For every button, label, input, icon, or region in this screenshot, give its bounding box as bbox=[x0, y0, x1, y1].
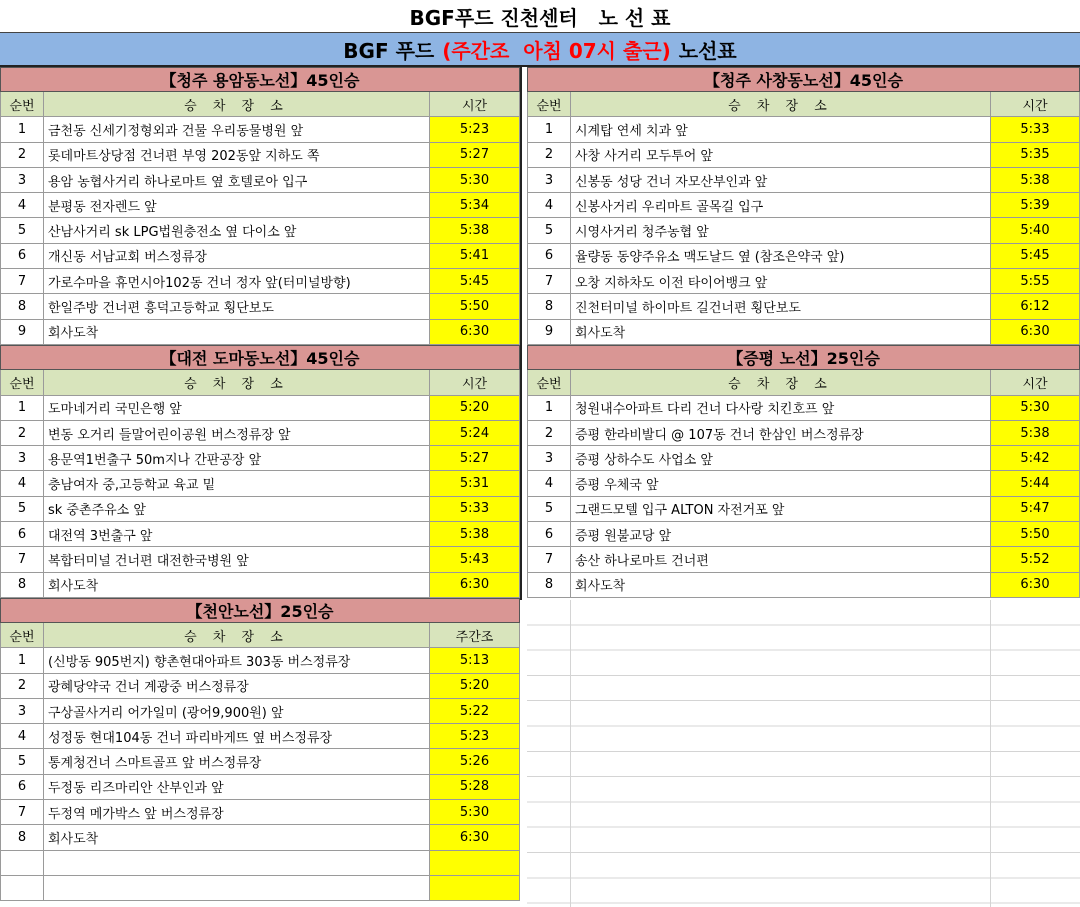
column-header-row bbox=[527, 92, 1080, 117]
stop-number: 6 bbox=[527, 522, 571, 546]
table-row bbox=[0, 269, 520, 294]
departure-time: 5:20 bbox=[430, 674, 520, 698]
stop-number: 1 bbox=[0, 396, 44, 420]
column-header-time: 시간 bbox=[991, 370, 1080, 394]
route-title: 【증평 노선】25인승 bbox=[527, 345, 1080, 370]
table-row bbox=[527, 143, 1080, 168]
stop-number: 8 bbox=[527, 573, 571, 597]
departure-time: 5:28 bbox=[430, 775, 520, 799]
stop-number: 3 bbox=[527, 446, 571, 470]
stop-number: 4 bbox=[527, 193, 571, 217]
stop-location: 회사도착 bbox=[44, 573, 430, 597]
stop-location: 증평 상하수도 사업소 앞 bbox=[571, 446, 991, 470]
stop-number: 7 bbox=[0, 800, 44, 824]
table-row bbox=[527, 320, 1080, 345]
table-row bbox=[527, 446, 1080, 471]
stop-number: 5 bbox=[527, 497, 571, 521]
table-row bbox=[0, 876, 520, 901]
column-header-time: 시간 bbox=[430, 92, 520, 116]
subtitle-shift-highlight: (주간조 아침 07시 출근) bbox=[442, 38, 671, 63]
stop-number bbox=[0, 851, 44, 875]
column-header-row bbox=[0, 92, 520, 117]
departure-time: 5:44 bbox=[991, 471, 1080, 495]
stop-location: (신방동 905번지) 향촌현대아파트 303동 버스정류장 bbox=[44, 648, 430, 672]
stop-location: 진천터미널 하이마트 길건너편 횡단보도 bbox=[571, 294, 991, 318]
departure-time: 5:30 bbox=[430, 800, 520, 824]
stop-location: 도마네거리 국민은행 앞 bbox=[44, 396, 430, 420]
stop-location: 송산 하나로마트 건너편 bbox=[571, 547, 991, 571]
route-block-jeungpyeong bbox=[527, 345, 1080, 598]
column-divider bbox=[520, 67, 527, 600]
departure-time: 5:40 bbox=[991, 218, 1080, 242]
route-block-cheonan bbox=[0, 598, 520, 901]
stop-number: 5 bbox=[0, 497, 44, 521]
table-row bbox=[0, 573, 520, 598]
departure-time: 5:38 bbox=[430, 218, 520, 242]
stop-number: 6 bbox=[0, 775, 44, 799]
column-header-no: 순번 bbox=[0, 623, 44, 647]
route-block-daejeon-doma bbox=[0, 345, 520, 598]
stop-location: 증평 원불교당 앞 bbox=[571, 522, 991, 546]
column-header-place: 승 차 장 소 bbox=[571, 92, 991, 116]
table-row bbox=[0, 724, 520, 749]
stop-location: 오창 지하차도 이전 타이어뱅크 앞 bbox=[571, 269, 991, 293]
stop-number: 4 bbox=[527, 471, 571, 495]
table-row bbox=[0, 851, 520, 876]
table-row bbox=[0, 471, 520, 496]
stop-number: 3 bbox=[0, 168, 44, 192]
page-title bbox=[0, 0, 1080, 33]
stop-location: 구상골사거리 어가일미 (광어9,900원) 앞 bbox=[44, 699, 430, 723]
departure-time: 5:41 bbox=[430, 244, 520, 268]
departure-time: 5:52 bbox=[991, 547, 1080, 571]
column-header-place: 승 차 장 소 bbox=[44, 370, 430, 394]
stop-number: 1 bbox=[0, 117, 44, 141]
stop-location: 증평 한라비발디 @ 107동 건너 한삼인 버스정류장 bbox=[571, 421, 991, 445]
stop-number: 7 bbox=[527, 269, 571, 293]
departure-time: 5:27 bbox=[430, 143, 520, 167]
column-header-place: 승 차 장 소 bbox=[571, 370, 991, 394]
route-title: 【청주 사창동노선】45인승 bbox=[527, 67, 1080, 92]
table-row bbox=[0, 800, 520, 825]
table-row bbox=[527, 193, 1080, 218]
departure-time: 5:50 bbox=[430, 294, 520, 318]
departure-time: 5:45 bbox=[991, 244, 1080, 268]
stop-location bbox=[44, 876, 430, 900]
column-header-time: 시간 bbox=[430, 370, 520, 394]
table-row bbox=[0, 294, 520, 319]
table-row bbox=[527, 522, 1080, 547]
column-header-no: 순번 bbox=[0, 370, 44, 394]
column-header-place: 승 차 장 소 bbox=[44, 623, 430, 647]
stop-location: 가로수마을 휴먼시아102동 건너 정자 앞(터미널방향) bbox=[44, 269, 430, 293]
stop-number: 2 bbox=[0, 674, 44, 698]
table-row bbox=[527, 421, 1080, 446]
table-row bbox=[0, 775, 520, 800]
page-title-text: BGF푸드 진천센터 노 선 표 bbox=[409, 5, 671, 30]
stop-location: 한일주방 건너편 흥덕고등학교 횡단보도 bbox=[44, 294, 430, 318]
table-row bbox=[0, 674, 520, 699]
stop-number: 9 bbox=[0, 320, 44, 344]
stop-location: 광혜당약국 건너 계광중 버스정류장 bbox=[44, 674, 430, 698]
stop-location: 산남사거리 sk LPG법원충전소 옆 다이소 앞 bbox=[44, 218, 430, 242]
stop-number: 2 bbox=[0, 421, 44, 445]
stop-location: 롯데마트상당점 건너편 부영 202동앞 지하도 쪽 bbox=[44, 143, 430, 167]
subtitle-suffix: 노선표 bbox=[678, 38, 737, 63]
stop-location: 성정동 현대104동 건너 파리바게뜨 옆 버스정류장 bbox=[44, 724, 430, 748]
departure-time: 5:31 bbox=[430, 471, 520, 495]
stop-location: 금천동 신세기정형외과 건물 우리동물병원 앞 bbox=[44, 117, 430, 141]
stop-number: 7 bbox=[0, 269, 44, 293]
stop-number: 1 bbox=[527, 117, 571, 141]
table-row bbox=[0, 218, 520, 243]
departure-time: 5:26 bbox=[430, 749, 520, 773]
stop-number: 5 bbox=[527, 218, 571, 242]
stop-location: 신봉동 성당 건너 자모산부인과 앞 bbox=[571, 168, 991, 192]
table-row bbox=[0, 648, 520, 673]
stop-number: 8 bbox=[0, 573, 44, 597]
schedule-subtitle bbox=[0, 33, 1080, 67]
table-row bbox=[527, 244, 1080, 269]
stop-location: 대전역 3번출구 앞 bbox=[44, 522, 430, 546]
stop-location: 두정동 리즈마리안 산부인과 앞 bbox=[44, 775, 430, 799]
table-row bbox=[0, 193, 520, 218]
departure-time: 5:55 bbox=[991, 269, 1080, 293]
stop-location: 분평동 전자렌드 앞 bbox=[44, 193, 430, 217]
route-title: 【천안노선】25인승 bbox=[0, 598, 520, 623]
route-title: 【청주 용암동노선】45인승 bbox=[0, 67, 520, 92]
stop-location: 증평 우체국 앞 bbox=[571, 471, 991, 495]
column-header-row bbox=[527, 370, 1080, 395]
table-row bbox=[0, 168, 520, 193]
stop-number bbox=[0, 876, 44, 900]
departure-time bbox=[430, 851, 520, 875]
departure-time: 6:12 bbox=[991, 294, 1080, 318]
stop-number: 6 bbox=[0, 522, 44, 546]
departure-time: 5:24 bbox=[430, 421, 520, 445]
departure-time: 5:33 bbox=[430, 497, 520, 521]
departure-time: 6:30 bbox=[430, 573, 520, 597]
stop-number: 5 bbox=[0, 749, 44, 773]
column-header-no: 순번 bbox=[527, 92, 571, 116]
stop-location: 신봉사거리 우리마트 골목길 입구 bbox=[571, 193, 991, 217]
stop-location: 사창 사거리 모두투어 앞 bbox=[571, 143, 991, 167]
table-row bbox=[0, 749, 520, 774]
departure-time: 6:30 bbox=[430, 825, 520, 849]
stop-location: 율량동 동양주유소 맥도날드 옆 (참조은약국 앞) bbox=[571, 244, 991, 268]
departure-time: 5:38 bbox=[991, 421, 1080, 445]
stop-location: 청원내수아파트 다리 건너 다사랑 치킨호프 앞 bbox=[571, 396, 991, 420]
stop-number: 4 bbox=[0, 471, 44, 495]
departure-time: 5:22 bbox=[430, 699, 520, 723]
empty-sheet-grid bbox=[527, 600, 1080, 907]
departure-time: 5:50 bbox=[991, 522, 1080, 546]
table-row bbox=[0, 699, 520, 724]
departure-time: 5:33 bbox=[991, 117, 1080, 141]
departure-time: 6:30 bbox=[991, 320, 1080, 344]
stop-number: 4 bbox=[0, 193, 44, 217]
column-header-place: 승 차 장 소 bbox=[44, 92, 430, 116]
departure-time: 5:43 bbox=[430, 547, 520, 571]
table-row bbox=[0, 143, 520, 168]
table-row bbox=[0, 547, 520, 572]
stop-location: 그랜드모텔 입구 ALTON 자전거포 앞 bbox=[571, 497, 991, 521]
departure-time bbox=[430, 876, 520, 900]
stop-number: 3 bbox=[0, 699, 44, 723]
stop-number: 3 bbox=[0, 446, 44, 470]
stop-number: 1 bbox=[0, 648, 44, 672]
stop-location: 변동 오거리 들말어린이공원 버스정류장 앞 bbox=[44, 421, 430, 445]
stop-number: 4 bbox=[0, 724, 44, 748]
stop-location: 회사도착 bbox=[44, 825, 430, 849]
column-header-no: 순번 bbox=[0, 92, 44, 116]
stop-number: 2 bbox=[527, 143, 571, 167]
column-header-row bbox=[0, 370, 520, 395]
departure-time: 5:13 bbox=[430, 648, 520, 672]
departure-time: 5:23 bbox=[430, 724, 520, 748]
stop-location: 개신동 서남교회 버스정류장 bbox=[44, 244, 430, 268]
table-row bbox=[527, 547, 1080, 572]
departure-time: 5:27 bbox=[430, 446, 520, 470]
table-row bbox=[527, 218, 1080, 243]
stop-location: 용암 농협사거리 하나로마트 옆 호텔로아 입구 bbox=[44, 168, 430, 192]
stop-location: 통계청건너 스마트골프 앞 버스정류장 bbox=[44, 749, 430, 773]
column-header-row bbox=[0, 623, 520, 648]
stop-number: 7 bbox=[0, 547, 44, 571]
stop-number: 1 bbox=[527, 396, 571, 420]
stop-number: 7 bbox=[527, 547, 571, 571]
stop-number: 2 bbox=[0, 143, 44, 167]
departure-time: 5:38 bbox=[991, 168, 1080, 192]
stop-location: 용문역1번출구 50m지나 간판공장 앞 bbox=[44, 446, 430, 470]
table-row bbox=[0, 421, 520, 446]
table-row bbox=[0, 117, 520, 142]
departure-time: 5:39 bbox=[991, 193, 1080, 217]
departure-time: 6:30 bbox=[991, 573, 1080, 597]
table-row bbox=[0, 396, 520, 421]
departure-time: 5:42 bbox=[991, 446, 1080, 470]
departure-time: 5:35 bbox=[991, 143, 1080, 167]
stop-number: 3 bbox=[527, 168, 571, 192]
table-row bbox=[527, 471, 1080, 496]
stop-location: 회사도착 bbox=[44, 320, 430, 344]
route-title: 【대전 도마동노선】45인승 bbox=[0, 345, 520, 370]
column-header-time: 시간 bbox=[991, 92, 1080, 116]
stop-location: 회사도착 bbox=[571, 320, 991, 344]
stop-location: 충남여자 중,고등학교 육교 밑 bbox=[44, 471, 430, 495]
departure-time: 5:30 bbox=[991, 396, 1080, 420]
stop-location: 시영사거리 청주농협 앞 bbox=[571, 218, 991, 242]
table-row bbox=[527, 573, 1080, 598]
table-row bbox=[527, 396, 1080, 421]
table-row bbox=[0, 825, 520, 850]
subtitle-prefix: BGF 푸드 bbox=[343, 38, 435, 63]
stop-number: 2 bbox=[527, 421, 571, 445]
departure-time: 5:23 bbox=[430, 117, 520, 141]
departure-time: 5:20 bbox=[430, 396, 520, 420]
stop-number: 9 bbox=[527, 320, 571, 344]
stop-number: 5 bbox=[0, 218, 44, 242]
table-row bbox=[527, 269, 1080, 294]
stop-location: 회사도착 bbox=[571, 573, 991, 597]
stop-location: 두정역 메가박스 앞 버스정류장 bbox=[44, 800, 430, 824]
stop-number: 6 bbox=[527, 244, 571, 268]
route-block-cheongju-yongam bbox=[0, 67, 520, 345]
table-row bbox=[527, 117, 1080, 142]
stop-location bbox=[44, 851, 430, 875]
table-row bbox=[527, 497, 1080, 522]
departure-time: 5:38 bbox=[430, 522, 520, 546]
table-row bbox=[0, 522, 520, 547]
departure-time: 5:47 bbox=[991, 497, 1080, 521]
table-row bbox=[0, 446, 520, 471]
table-row bbox=[527, 294, 1080, 319]
route-block-cheongju-sachang bbox=[527, 67, 1080, 345]
table-row bbox=[527, 168, 1080, 193]
departure-time: 5:30 bbox=[430, 168, 520, 192]
departure-time: 5:45 bbox=[430, 269, 520, 293]
stop-number: 8 bbox=[0, 294, 44, 318]
stop-location: 시계탑 연세 치과 앞 bbox=[571, 117, 991, 141]
table-row bbox=[0, 320, 520, 345]
table-row bbox=[0, 244, 520, 269]
stop-number: 8 bbox=[0, 825, 44, 849]
column-header-time: 주간조 bbox=[430, 623, 520, 647]
stop-number: 6 bbox=[0, 244, 44, 268]
table-row bbox=[0, 497, 520, 522]
departure-time: 5:34 bbox=[430, 193, 520, 217]
stop-location: 복합터미널 건너편 대전한국병원 앞 bbox=[44, 547, 430, 571]
departure-time: 6:30 bbox=[430, 320, 520, 344]
stop-location: sk 중촌주유소 앞 bbox=[44, 497, 430, 521]
stop-number: 8 bbox=[527, 294, 571, 318]
column-header-no: 순번 bbox=[527, 370, 571, 394]
